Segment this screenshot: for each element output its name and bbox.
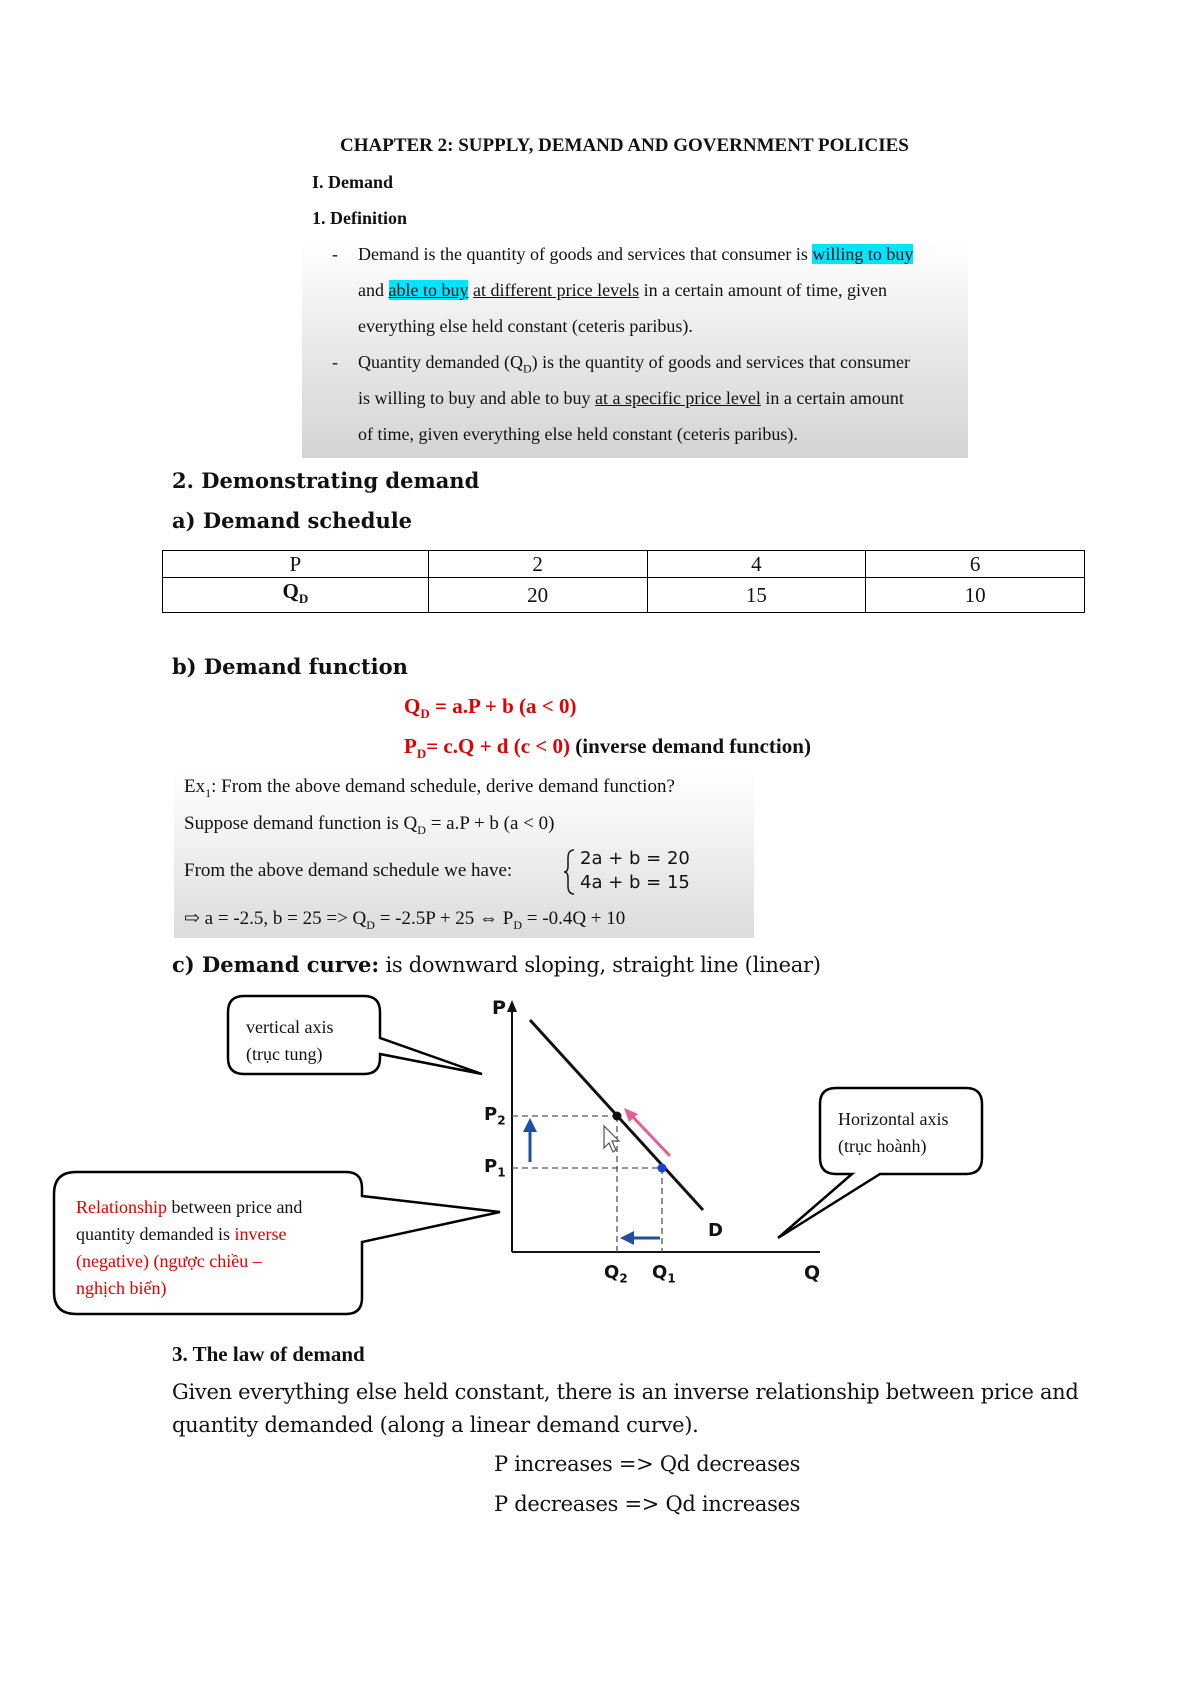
schedule-heading: a) Demand schedule [172,508,413,533]
law-line4: P decreases => Qd increases [494,1492,801,1516]
table-cell: 2 [428,551,647,578]
axis-label-q: Q [804,1262,821,1284]
table-cell: 4 [647,551,866,578]
brace-icon [562,848,578,896]
demonstrating-heading: 2. Demonstrating demand [172,468,480,493]
table-cell-q-label: $Q_D$ [163,578,429,613]
label-q1: $Q_1$ [652,1262,676,1286]
law-line1: Given everything else held constant, there is an inverse relationship between price and [172,1380,1079,1404]
def-p2-line2: is willing to buy and able to buy at a specific price level in a certain amount [358,388,904,408]
bullet-2: - [332,352,338,372]
table-cell: 20 [428,578,647,613]
def-p1-line2: and able to buy at different price levels in a certain amount of time, given [358,280,887,300]
example-line1: $Ex_1$: From the above demand schedule, derive demand function? [184,776,675,800]
table-cell: 10 [866,578,1085,613]
price-up-arrow-icon [523,1118,537,1132]
table-row [163,578,1085,613]
axis-arrowhead-icon [507,1000,517,1012]
table-row [163,551,1085,578]
subsection-definition: 1. Definition [312,208,408,228]
label-p2: $P_2$ [484,1104,506,1128]
law-line3: P increases => Qd decreases [494,1452,801,1476]
point-p1-q1 [658,1164,667,1173]
highlight-able-to-buy: able to buy [388,280,469,300]
callout-horizontal-text: Horizontal axis (trục hoành) [838,1109,949,1156]
highlight-willing-to-buy: willing to buy [812,244,914,264]
example-line2: Suppose demand function is $Q_D = a.P + b$ (a < 0) [184,813,555,837]
demand-schedule-table [162,550,1085,613]
callout-vertical-text: vertical axis (trục tung) [246,1017,334,1064]
callout-relationship-text: Relationship between price and quantity demanded is inverse (negative) (ngược chiều – nghịch biến) [76,1197,303,1298]
curve-heading: c) Demand curve: is downward sloping, straight line (linear) [172,952,821,977]
chapter-title: CHAPTER 2: SUPPLY, DEMAND AND GOVERNMENT POLICIES [340,135,909,156]
system-eq1: 2a + b = 20 [580,848,690,869]
definition-box [302,110,968,458]
law-line2: quantity demanded (along a linear demand curve). [172,1413,699,1437]
label-d: D [708,1220,723,1241]
point-p2-q2 [613,1112,622,1121]
example-line3: From the above demand schedule we have: [184,860,513,881]
bullet-1: - [332,244,338,264]
table-cell: 15 [647,578,866,613]
law-heading: 3. The law of demand [172,1342,365,1366]
example-line4: ⇨ a = -2.5, $b = 25 => Q_D = -2.5P + 25$ ⇔ $P_D = -0.4Q + 10$ [184,908,626,932]
table-cell-p-label: P [163,551,429,578]
axis-label-p: P [492,997,506,1019]
def-p2-line3: of time, given everything else held constant (ceteris paribus). [358,424,798,444]
def-p1-line3: everything else held constant (ceteris paribus). [358,316,693,336]
def-p2-line1: Quantity demanded $(Q_D)$ is the quantity of goods and services that consumer [358,352,911,376]
section-demand: I. Demand [312,172,394,192]
label-q2: $Q_2$ [604,1262,628,1286]
table-cell: 6 [866,551,1085,578]
def-p1-line1: Demand is the quantity of goods and services that consumer is willing to buy [358,244,914,264]
demand-equation: $Q_D = a.P + b$ (a < 0) [404,694,577,722]
example-box [174,770,754,938]
inverse-demand-equation: $P_D= c.Q + d$ (c < 0) (inverse demand function) [404,734,811,762]
quantity-left-arrow-icon [620,1231,634,1245]
label-p1: $P_1$ [484,1156,506,1180]
system-eq2: 4a + b = 15 [580,872,690,893]
function-heading: b) Demand function [172,654,408,679]
